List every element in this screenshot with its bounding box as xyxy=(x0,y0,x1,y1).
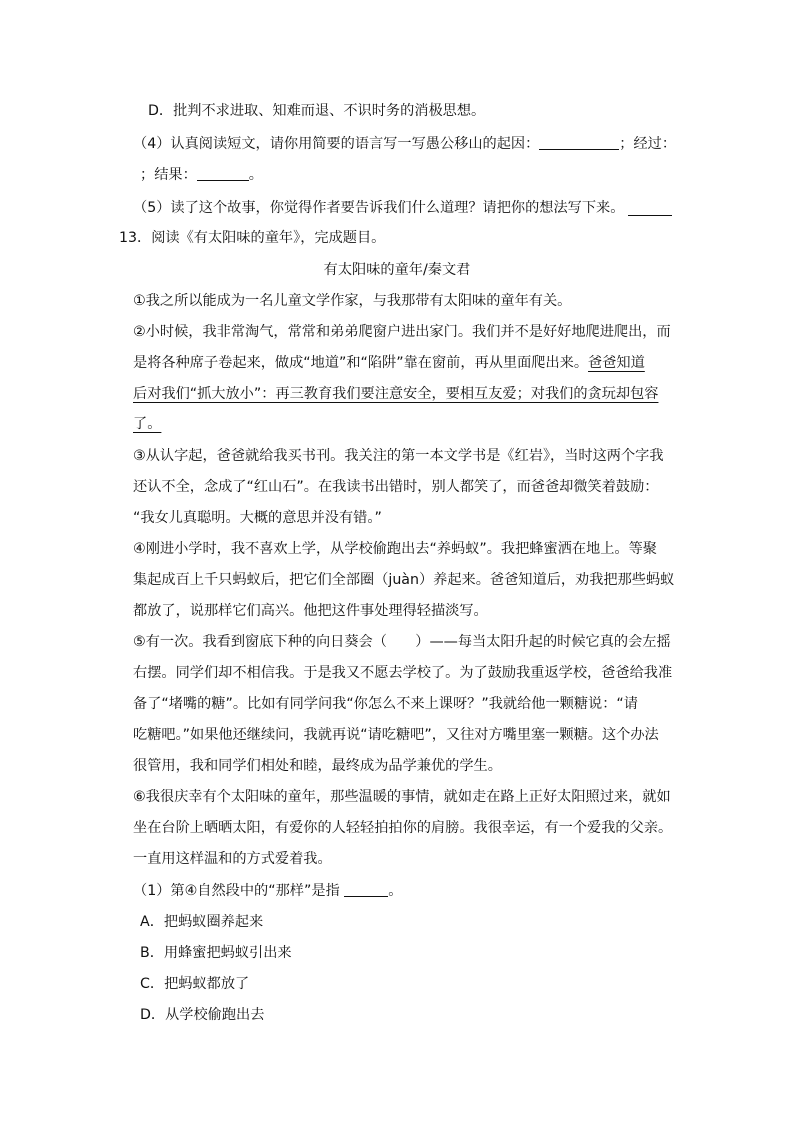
q13-1-prompt xyxy=(133,880,402,901)
q12-4-result-text: ；结果： xyxy=(140,167,197,183)
paragraph-6-line-1: ⑥我很庆幸有个太阳味的童年，那些温暖的事情，就如走在路上正好太阳照过来，就如 xyxy=(133,789,671,805)
paragraph-3-line-2: 还认不全，念成了“红山石”。在我读书出错时，别人都笑了，而爸爸却微笑着鼓励： xyxy=(133,479,659,495)
q12-4-process-text: ；经过： xyxy=(619,136,677,152)
paragraph-2-text: 是将各种席子卷起来，做成“地道”和“陷阱”靠在窗前，再从里面爬出来。 xyxy=(133,355,589,371)
q13-1-text: （1）第④自然段中的“那样”是指 xyxy=(133,883,340,899)
q12-5-prompt xyxy=(133,198,624,218)
answer-blank-cause[interactable] xyxy=(539,133,619,150)
answer-blank-q13-1[interactable] xyxy=(344,880,388,897)
paragraph-2-line-3: 后对我们“抓大放小”：再三教育我们要注意安全，要相互友爱；对我们的贪玩却包容 xyxy=(133,386,659,402)
paragraph-5-line-1: ⑤有一次。我看到窗底下种的向日葵会（ ）——每当太阳升起的时候它真的会左摇 xyxy=(133,634,671,650)
answer-blank-result[interactable] xyxy=(197,164,249,181)
option-b[interactable]: B．用蜂蜜把蚂蚁引出来 xyxy=(140,945,292,961)
q12-4-cause-text: （4）认真阅读短文，请你用简要的语言写一写愚公移山的起因： xyxy=(133,136,540,152)
paragraph-5-line-3: 备了“堵嘴的糖”。比如有同学问我“你怎么不来上课呀？”我就给他一颗糖说：“请 xyxy=(133,696,638,712)
paragraph-1: ①我之所以能成为一名儿童文学作家，与我那带有太阳味的童年有关。 xyxy=(133,293,572,309)
q12-4-end: 。 xyxy=(248,167,263,183)
q13-1-end: 。 xyxy=(388,883,403,899)
q13-title: 13．阅读《有太阳味的童年》，完成题目。 xyxy=(119,230,386,246)
option-a[interactable]: A．把蚂蚁圈养起来 xyxy=(140,914,264,930)
paragraph-5-line-5: 很管用，我和同学们相处和睦，最终成为品学兼优的学生。 xyxy=(133,758,502,774)
paragraph-2-line-1: ②小时候，我非常淘气，常常和弟弟爬窗户进出家门。我们并不是好好地爬进爬出，而 xyxy=(133,324,671,340)
article-title: 有太阳味的童年/秦文君 xyxy=(323,262,471,278)
q12-option-d: D．批判不求进取、知难而退、不识时务的消极思想。 xyxy=(148,103,486,119)
q12-4-prompt xyxy=(133,133,676,154)
paragraph-5-line-4: 吃糖吧。”如果他还继续问，我就再说“请吃糖吧”，又往对方嘴里塞一颗糖。这个办法 xyxy=(133,727,659,743)
q12-4-prompt-cont xyxy=(140,164,263,185)
paragraph-3-line-3: “我女儿真聪明。大概的意思并没有错。” xyxy=(133,510,382,526)
q12-5-text: （5）读了这个故事，你觉得作者要告诉我们什么道理？请把你的想法写下来。 xyxy=(133,200,625,216)
paragraph-2-line-4: 了。 xyxy=(133,416,162,432)
paragraph-3-line-1: ③从认字起，爸爸就给我买书刊。我关注的第一本文学书是《红岩》，当时这两个字我 xyxy=(133,448,664,464)
option-c[interactable]: C．把蚂蚁都放了 xyxy=(140,976,250,992)
answer-blank-q12-5[interactable] xyxy=(628,199,672,216)
paragraph-6-line-3: 一直用这样温和的方式爱着我。 xyxy=(133,851,332,867)
paragraph-5-line-2: 右摆。同学们却不相信我。于是我又不愿去学校了。为了鼓励我重返学校，爸爸给我准 xyxy=(133,665,673,681)
paragraph-4-line-2: 集起成百上千只蚂蚁后，把它们全部圈（juàn）养起来。爸爸知道后，劝我把那些蚂蚁 xyxy=(133,572,675,588)
underlined-text: 爸爸知道 xyxy=(588,355,645,371)
option-d[interactable]: D．从学校偷跑出去 xyxy=(140,1007,265,1023)
paragraph-6-line-2: 坐在台阶上晒晒太阳，有爱你的人轻轻拍拍你的肩膀。我很幸运，有一个爱我的父亲。 xyxy=(133,820,673,836)
paragraph-4-line-3: 都放了，说那样它们高兴。他把这件事处理得轻描淡写。 xyxy=(133,603,488,619)
paragraph-2-line-2 xyxy=(133,353,645,373)
paragraph-4-line-1: ④刚进小学时，我不喜欢上学，从学校偷跑出去“养蚂蚁”。我把蜂蜜洒在地上。等聚 xyxy=(133,541,657,557)
